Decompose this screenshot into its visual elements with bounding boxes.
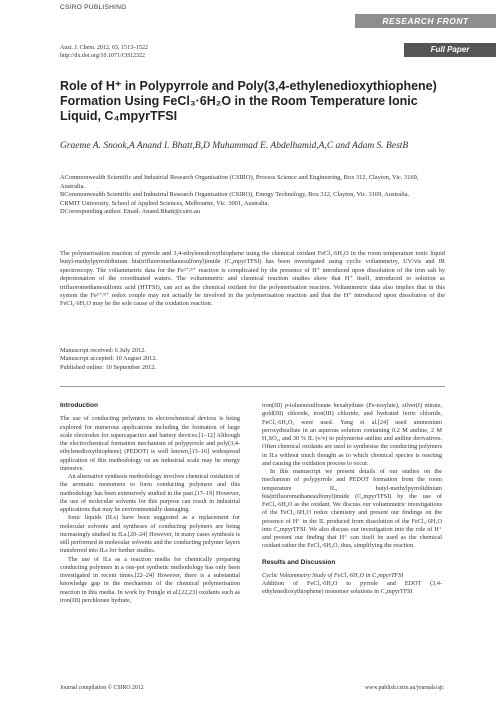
section-divider [60,386,445,387]
paragraph: In this manuscript we present details of our studies on the mechanism of polypyrrole and PEDOT formation from the room temperature IL, butyl-methylpyrrolidinium bis(trifluoromethanesulfonyl)imide (C₄mpyrTFSI) by the use of FeCl₃·6H₂O as the oxidant. We discuss our voltammetric investigations of the FeCl₃·6H₂O redox chemistry and present our findings on the presence of H⁺ in the IL produced from dissolution of the FeCl₃·6H₂O into C₄mpyrTFSI. We also discuss our investigation into the role of H⁺ and present our finding that H⁺ can itself be used as the chemical oxidant rather the FeCl₃·6H₂O, thus, simplifying the reaction. [262,468,442,550]
abstract: The polymerisation reaction of pyrrole and 3,4-ethylenedioxythiophene using the chemical oxidant FeCl₃·6H₂O in the room temperature ionic liquid butyl-methylpyrrolidinium bis(trifluoromethanesulfonyl)imide (C₄mpyrTFSI) has been investigated using cyclic voltammetry, UV/vis and IR spectroscopy. The voltammetric data for the Fe²⁺/³⁺ reaction is complicated by the presence of H⁺ introduced upon dissolution of the iron salt by deprotonation of the coordinated waters. The voltammetric and chemical reaction studies show that H⁺ itself, introduced to solution as trifluoromethanesulfonic acid (HTFSI), can act as the chemical oxidant for the polymerisation reaction. Voltammetric data also implies that in this system the Fe²⁺/³⁺ redox couple may not actually be involved in the polymerisation reaction and that the H⁺ introduced upon dissolution of the FeCl₃·6H₂O may be the sole cause of the oxidation reaction. [60,250,445,308]
paragraph: The use of ILs as a reaction media for chemically preparing conducting polymers in a one-pot synthetic methodology has only been investigated in recent times.[22–24] However, there is a substantial knowledge gap in the mechanism of the chemical polymerisation reaction in this media. In work by Pringle et al.[22,23] oxidants such as iron(III) perchlorate hydrate, [60,555,240,604]
affiliation-a: ACommonwealth Scientific and Industrial Research Organisation (CSIRO), Process Science and Engineering, Box 312, Clayton, Vic. 3169, Australia. [60,174,419,190]
corresponding-author: DCorresponding author. Email: Anand.Bhatt@csiro.au [60,208,201,216]
affiliation-b: BCommonwealth Scientific and Industrial Research Organisation (CSIRO), Energy Technology, Box 312, Clayton, Vic. 3169, Australia. [60,191,410,199]
paragraph: Addition of FeCl₃·6H₂O to pyrrole and EDOT (3,4-ethylenedioxythiophene) monomer solutions in C₄mpyrTFSI [262,580,442,596]
paragraph: The use of conducting polymers in electrochemical devices is being explored for numerous applications including the formation of large scale electrodes for supercapacitor and battery devices.[1–12] Although the electrochemical formation mechanism of polypyrrole and poly(3,4-ethylenedioxythiophene) (PEDOT) is well known,[13–16] widespread application of this methodology on an industrial scale may be energy intensive. [60,415,240,472]
section-label-banner: RESEARCH FRONT [355,14,496,28]
copyright-notice: Journal compilation © CSIRO 2012 [60,685,144,691]
body-column-right [262,402,442,597]
publisher-name: CSIRO PUBLISHING [60,4,127,11]
date-accepted: Manuscript accepted: 10 August 2012. [60,355,158,363]
affiliation-c: CRMIT University, School of Applied Sciences, Melbourne, Vic. 3001, Australia. [60,199,269,207]
introduction-heading: Introduction [60,402,98,409]
body-column-left [60,402,240,605]
paragraph: An alternative synthesis methodology involves chemical oxidation of the aromatic monomers to form conducting polymers and this methodology has been extensively studied in the past.[17–19] However, the use of molecular solvents for this purpose can result in industrial applications that may be environmentally damaging. [60,473,240,513]
article-type-banner: Full Paper [404,43,496,57]
author-list: Graeme A. Snook,A Anand I. Bhatt,B,D Muhammad E. Abdelhamid,A,C and Adam S. BestB [60,141,409,151]
doi-link[interactable]: http://dx.doi.org/10.1071/CH12322 [60,53,146,59]
affiliations [60,174,440,217]
manuscript-dates [60,347,157,372]
journal-line: Aust. J. Chem. 2012, 65, 1513–1522 [60,45,149,51]
article-title: Role of H⁺ in Polypyrrole and Poly(3,4-ethylenedioxythiophene) Formation Using FeCl₃·6H₂O in the Room Temperature Ionic Liquid, C₄mpyrTFSI [60,79,437,123]
paragraph: Ionic liquids (ILs) have been suggested as a replacement for molecular solvents and syntheses of conducting polymers are being increasingly studied in ILs.[20–24] However, in many cases synthesis is still performed in molecular solvents and the conducting polymer layers transferred into ILs for further studies. [60,514,240,555]
date-received: Manuscript received: 6 July 2012. [60,347,146,354]
journal-url[interactable]: www.publish.csiro.au/journals/ajc [365,685,444,691]
results-heading: Results and Discussion [262,558,336,566]
paragraph: iron(III) p-toluenesulfonate hexahydrate (Fe-tosylate), silver(I) nitrate, gold(III) chloride, iron(III) chloride, and hydrated ferric chloride, FeCl₃·6H₂O, were used. Yang et al.[24] used ammonium peroxydisulfate in an aqueous solution containing 0.2 M aniline, 2 M H₂SO₄, and 30 % IL (v/v) to polymerise aniline and aniline derivatives. Often chemical oxidants are used to synthesise the conducting polymers in ILs without much thought as to which chemical species is reacting and causing the oxidation process to occur. [262,402,442,467]
results-subheading: Cyclic Voltammetry Study of FeCl₃·6H₂O in C₄mpyrTFSI [262,571,404,579]
journal-citation [60,44,148,60]
date-published: Published online: 10 September 2012. [60,363,157,371]
